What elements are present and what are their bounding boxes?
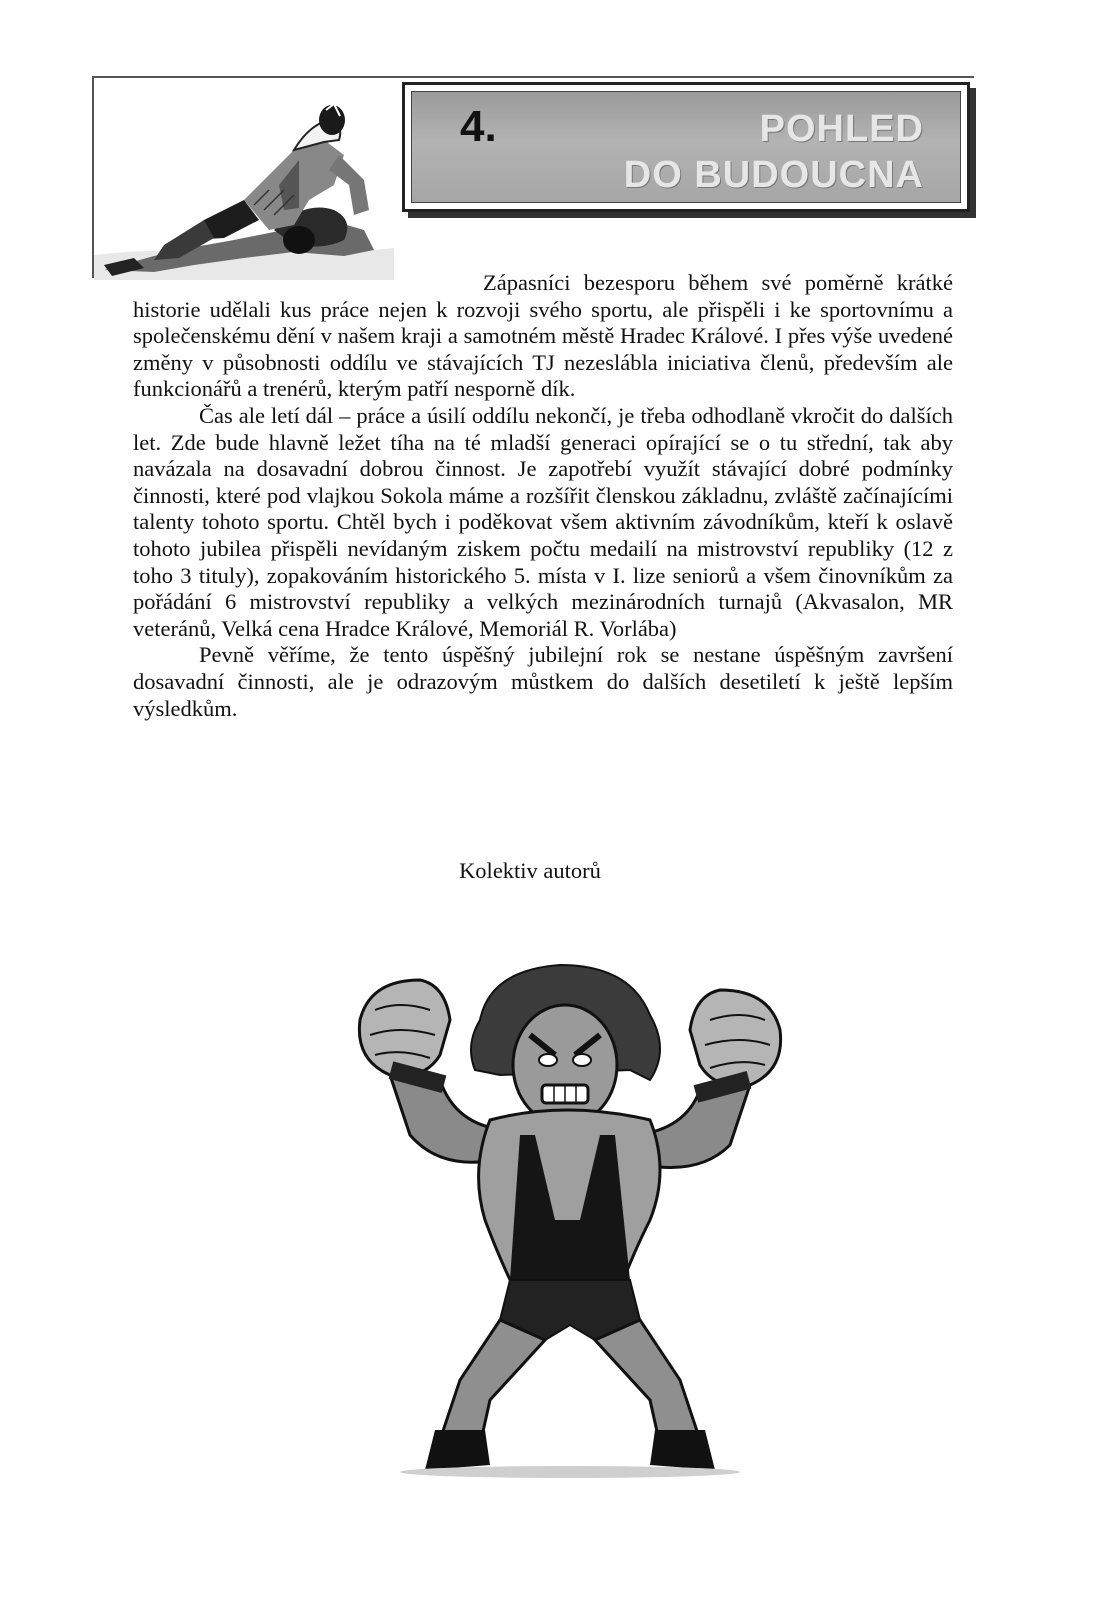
- signature: Kolektiv autorů: [459, 858, 601, 883]
- article-paragraph-2: Čas ale letí dál – práce a úsilí oddílu nekončí, je třeba odhodlaně vkročit do dalších let. Zde bude hlavně ležet tíha na té mladší generaci opírající se o tu střední, tak aby navázala na dosavadní dobrou činnost. Je zapotřebí využít stávající dobré podmínky činnosti, které pod vlajkou Sokola máme a rozšířit členskou základnu, zvláště začínajícími talenty tohoto sportu. Chtěl bych i poděkovat všem aktivním závodníkům, kteří k oslavě tohoto jubilea přispěli nevídaným ziskem počtu medailí na mistrovství republiky (12 z toho 3 tituly), zopakováním historického 5. místa v I. lize seniorů a všem činovníkům za pořádání 6 mistrovství republiky a velkých mezinárodních turnajů (Akvasalon, MR veteránů, Velká cena Hradce Králové, Memoriál R. Vorlába): [133, 402, 953, 641]
- article-paragraph-3: Pevně věříme, že tento úspěšný jubilejní rok se nestane úspěšným završení dosavadní činnosti, ale je odrazovým můstkem do dalších desetiletí k ještě lepším výsledkům.: [133, 642, 953, 721]
- chapter-title-line-2: DO BUDOUCNA: [623, 154, 924, 196]
- strongman-illustration: [330, 960, 810, 1480]
- chapter-title: [624, 106, 924, 198]
- chapter-heading-background: [411, 91, 961, 203]
- chapter-title-line-1: POHLED: [759, 108, 924, 150]
- wrestlers-illustration: [94, 80, 414, 280]
- article-body: [133, 270, 953, 722]
- chapter-number: 4.: [460, 102, 497, 151]
- article-paragraph-1: Zápasníci bezesporu během své poměrně krátké historie udělali kus práce nejen k rozvoji svého sportu, ale přispěli i ke sportovnímu a společenskému dění v našem kraji a samotném městě Hradec Králové. I přes výše uvedené změny v působnosti oddílu ve stávajících TJ nezeslábla iniciativa členů, především ale funkcionářů a trenérů, kterým patří nesporně dík.: [133, 270, 953, 402]
- chapter-heading-box: [402, 82, 970, 212]
